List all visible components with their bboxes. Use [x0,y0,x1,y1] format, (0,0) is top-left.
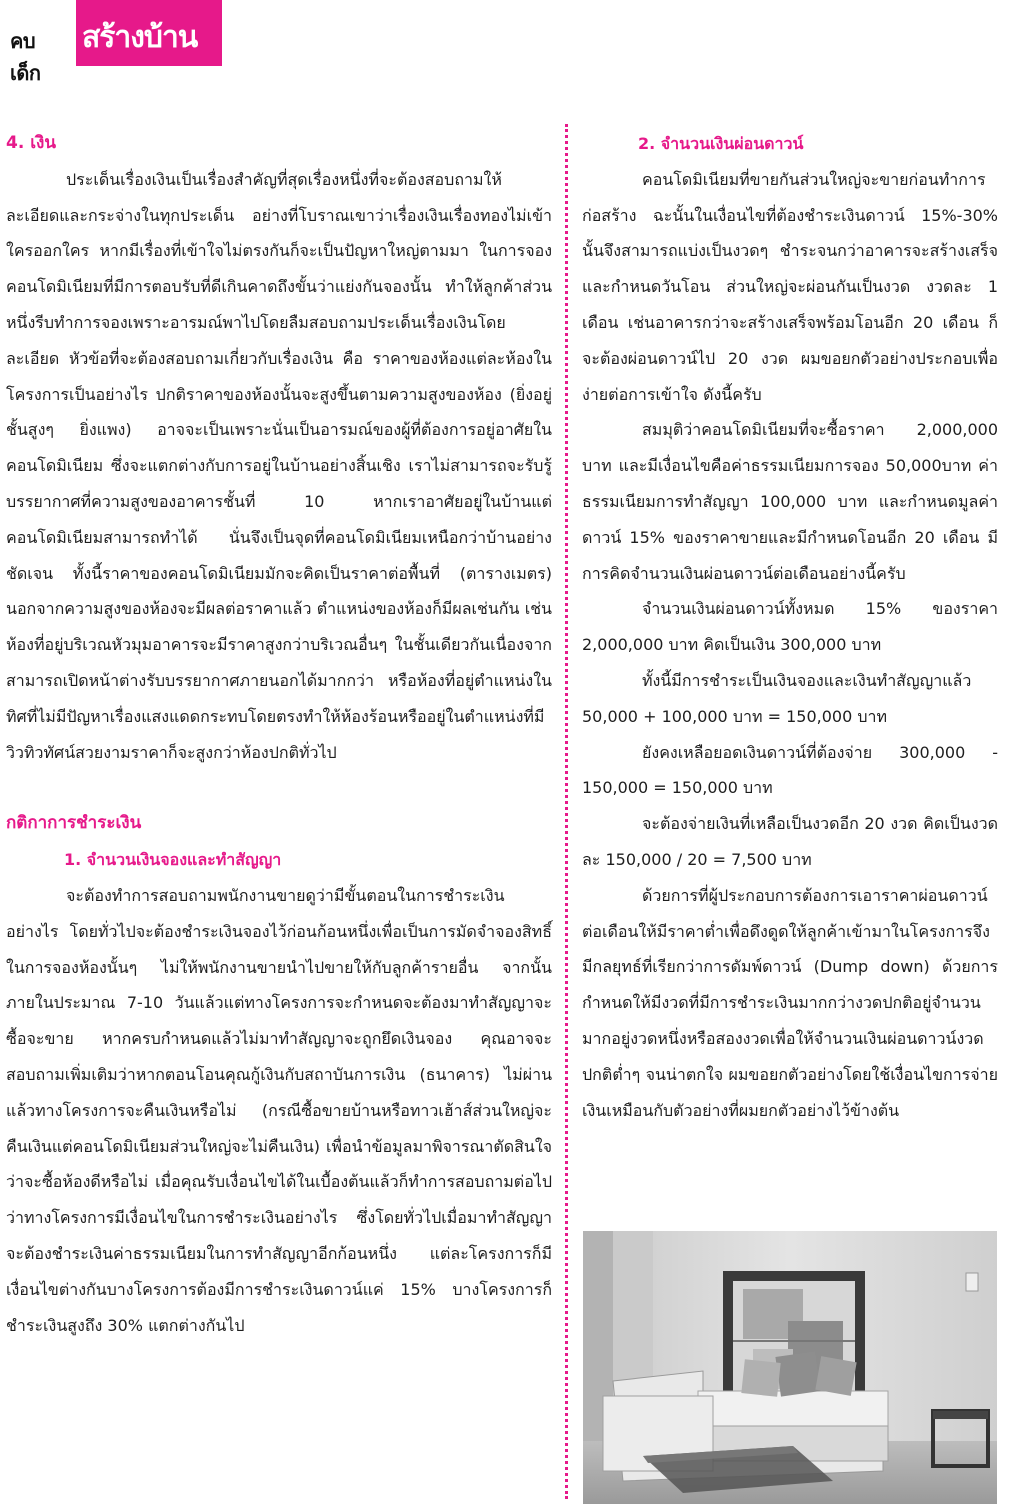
left-column [6,126,552,1343]
paragraph-installment: จะต้องจ่ายเงินที่เหลือเป็นงวดอีก 20 งวด คิดเป็นงวดละ 150,000 / 20 = 7,500 บาท [582,814,998,869]
heading-payment-rules: กติกาการชำระเงิน [6,813,142,834]
living-room-photo [583,1231,997,1504]
paragraph-paid: ทั้งนี้มีการชำระเป็นเงินจองและเงินทำสัญญาแล้ว 50,000 + 100,000 บาท = 150,000 บาท [582,670,972,726]
column-divider [565,124,568,1499]
paragraph-total-down: จำนวนเงินผ่อนดาวน์ทั้งหมด 15% ของราคา 2,000,000 บาท คิดเป็นเงิน 300,000 บาท [582,599,998,655]
heading-money: 4. เงิน [6,133,56,153]
magazine-brand: คบเด็ก [10,29,41,85]
subheading-down-payment: 2. จำนวนเงินผ่อนดาวน์ [638,134,804,153]
subheading-deposit-contract: 1. จำนวนเงินจองและทำสัญญา [64,850,282,870]
paragraph-money: ประเด็นเรื่องเงินเป็นเรื่องสำคัญที่สุดเรื่องหนึ่งที่จะต้องสอบถามให้ละเอียดและกระจ่างในทุกประเด็น อย่างที่โบราณเขาว่าเรื่องเงินเรื่องทองไม่เข้าใครออกใคร หากมีเรื่องที่เข้าใจไม่ตรงกันก็จะเป็นปัญหาใหญ่ตามมา ในการจองคอนโดมิเนียมที่มีการตอบรับที่ดีเกินคาดถึงขั้นว่าแย่งกันจองนั้น ทำให้ลูกค้าส่วนหนึ่งรีบทำการจองเพราะอารมณ์พาไปโดยลืมสอบถามประเด็นเรื่องเงินโดยละเอียด หัวข้อที่จะต้องสอบถามเกี่ยวกับเรื่องเงิน คือ ราคาของห้องแต่ละห้องในโครงการเป็นอย่างไร ปกติราคาของห้องนั้นจะสูงขึ้นตามความสูงของห้อง (ยิ่งอยู่ชั้นสูงๆ ยิ่งแพง) อาจจะเป็นเพราะนั่นเป็นอารมณ์ของผู้ที่ต้องการอยู่อาศัยในคอนโดมิเนียม ซึ่งจะแตกต่างกับการอยู่ในบ้านอย่างสิ้นเชิง เราไม่สามารถจะรับรู้บรรยากาศที่ความสูงของอาคารชั้นที่ 10 หากเราอาศัยอยู่ในบ้านแต่คอนโดมิเนียมสามารถทำได้ นั่นจึงเป็นจุดที่คอนโดมิเนียมเหนือกว่าบ้านอย่างชัดเจน ทั้งนี้ราคาของคอนโดมิเนียมมักจะคิดเป็นราคาต่อพื้นที่ (ตารางเมตร) นอกจากความสูงของห้องจะมีผลต่อราคาแล้ว ตำแหน่งของห้องก็มีผลเช่นกัน เช่น ห้องที่อยู่บริเวณหัวมุมอาคารจะมีราคาสูงกว่าบริเวณอื่นๆ ในชั้นเดียวกันเนื่องจากสามารถเปิดหน้าต่างรับบรรยากาศภายนอกได้มากกว่า หรือห้องที่อยู่ตำแหน่งในทิศที่ไม่มีปัญหาเรื่องแสงแดดกระทบโดยตรงทำให้ห้องร้อนหรืออยู่ในตำแหน่งที่มีวิวทิวทัศน์สวยงามราคาก็จะสูงกว่าห้องปกติทั่วไป [6,169,552,762]
paragraph-dump-down: ด้วยการที่ผู้ประกอบการต้องการเอาราคาผ่อนดาวน์ต่อเดือนให้มีราคาต่ำเพื่อดึงดูดให้ลูกค้าเข้ามาในโครงการจึงมีกลยุทธ์ที่เรียกว่าการดัมพ์ดาวน์ (Dump down) ด้วยการกำหนดให้มีงวดที่มีการชำระเงินมากกว่างวดปกติอยู่จำนวนมากอยู่งวดหนึ่งหรือสองงวดเพื่อให้จำนวนเงินผ่อนดาวน์งวดปกติต่ำๆ จนน่าตกใจ ผมขอยกตัวอย่างโดยใช้เงื่อนไขการจ่ายเงินเหมือนกับตัวอย่างที่ผมยกตัวอย่างไว้ข้างต้น [582,885,998,1120]
spacer [6,770,552,806]
paragraph-down-payment: คอนโดมิเนียมที่ขายกันส่วนใหญ่จะขายก่อนทำการก่อสร้าง ฉะนั้นในเงื่อนไขที่ต้องชำระเงินดาวน์ 15%-30% นั้นจึงสามารถแบ่งเป็นงวดๆ ชำระจนกว่าอาคารจะสร้างเสร็จและกำหนดวันโอน ส่วนใหญ่จะผ่อนกันเป็นงวด งวดละ 1 เดือน เช่นอาคารกว่าจะสร้างเสร็จพร้อมโอนอีก 20 เดือน ก็จะต้องผ่อนดาวน์ไป 20 งวด ผมขอยกตัวอย่างประกอบเพื่อง่ายต่อการเข้าใจ ดังนี้ครับ [582,169,998,404]
paragraph-remaining: ยังคงเหลือยอดเงินดาวน์ที่ต้องจ่าย 300,000 - 150,000 = 150,000 บาท [582,742,998,798]
section-label-box [76,0,222,66]
right-column [582,126,998,1128]
paragraph-example: สมมุติว่าคอนโดมิเนียมที่จะซื้อราคา 2,000,000 บาท และมีเงื่อนไขคือค่าธรรมเนียมการจอง 50,000บาท ค่าธรรมเนียมการทำสัญญา 100,000 บาท และกำหนดมูลค่าดาวน์ 15% ของราคาขายและมีกำหนดโอนอีก 20 เดือน มีการคิดจำนวนเงินผ่อนดาวน์ต่อเดือนอย่างนี้ครับ [582,420,998,583]
paragraph-deposit-contract: จะต้องทำการสอบถามพนักงานขายดูว่ามีขั้นตอนในการชำระเงินอย่างไร โดยทั่วไปจะต้องชำระเงินจองไว้ก่อนก้อนหนึ่งเพื่อเป็นการมัดจำจองสิทธิ์ในการจองห้องนั้นๆ ไม่ให้พนักงานขายนำไปขายให้กับลูกค้ารายอื่น จากนั้นภายในประมาณ 7-10 วันแล้วแต่ทางโครงการจะกำหนดจะต้องมาทำสัญญาจะซื้อจะขาย หากครบกำหนดแล้วไม่มาทำสัญญาจะถูกยึดเงินจอง คุณอาจจะสอบถามเพิ่มเติมว่าหากตอนโอนคุณกู้เงินกับสถาบันการเงิน (ธนาคาร) ไม่ผ่านแล้วทางโครงการจะคืนเงินหรือไม่ (กรณีซื้อขายบ้านหรือทาวเฮ้าส์ส่วนใหญ่จะคืนเงินแต่คอนโดมิเนียมส่วนใหญ่จะไม่คืนเงิน) เพื่อนำข้อมูลมาพิจารณาตัดสินใจว่าจะซื้อห้องดีหรือไม่ เมื่อคุณรับเงื่อนไขได้ในเบื้องต้นแล้วก็ทำการสอบถามต่อไปว่าทางโครงการมีเงื่อนไขในการชำระเงินอย่างไร ซึ่งโดยทั่วไปเมื่อมาทำสัญญาจะต้องชำระเงินค่าธรรมเนียมในการทำสัญญาอีกก้อนหนึ่ง แต่ละโครงการก็มีเงื่อนไขต่างกันบางโครงการต้องมีการชำระเงินดาวน์แค่ 15% บางโครงการก็ชำระเงินสูงถึง 30% แตกต่างกันไป [6,885,552,1335]
section-title: สร้างบ้าน [82,20,198,55]
